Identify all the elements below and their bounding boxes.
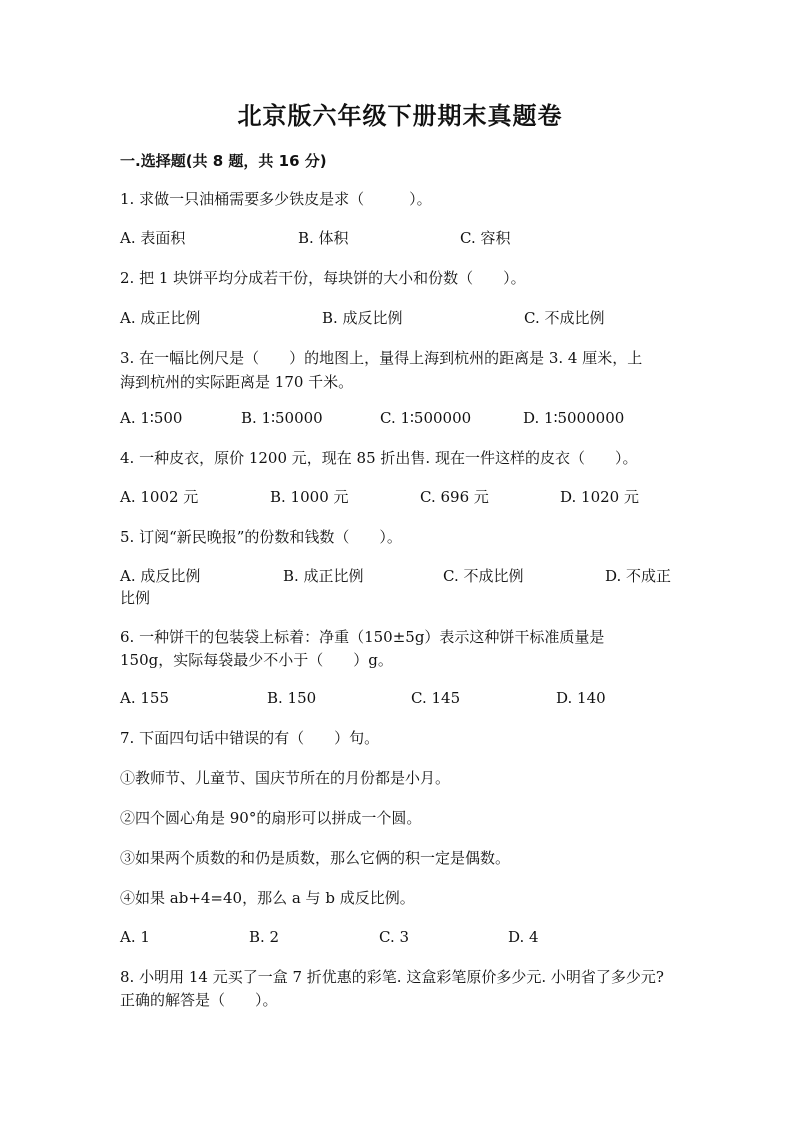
question-4-option-b: B. 1000 元 — [270, 488, 349, 506]
page-title: 北京版六年级下册期末真题卷 — [237, 102, 563, 130]
question-2-option-c: C. 不成比例 — [524, 309, 605, 327]
question-7-statement-3: ③如果两个质数的和仍是质数，那么它俩的积一定是偶数。 — [120, 849, 511, 867]
question-6-option-d: D. 140 — [556, 689, 606, 707]
question-3-option-c: C. 1∶500000 — [380, 409, 472, 427]
question-7-statement-1: ①教师节、儿童节、国庆节所在的月份都是小月。 — [120, 769, 451, 787]
question-5-option-a: A. 成反比例 — [120, 567, 201, 585]
question-1-option-b: B. 体积 — [298, 229, 349, 247]
question-4-text: 4. 一种皮衣，原价 1200 元，现在 85 折出售. 现在一件这样的皮衣（ ）。 — [120, 449, 638, 467]
question-3-option-d: D. 1∶5000000 — [523, 409, 625, 427]
question-6-option-c: C. 145 — [411, 689, 461, 707]
question-3-option-b: B. 1∶50000 — [241, 409, 323, 427]
question-7-option-d: D. 4 — [508, 928, 539, 946]
question-7-statement-2: ②四个圆心角是 90°的扇形可以拼成一个圆。 — [120, 809, 422, 827]
question-5-option-d: D. 不成正 — [605, 567, 672, 585]
question-2-option-b: B. 成反比例 — [322, 309, 403, 327]
section-heading: 一.选择题(共 8 题，共 16 分) — [120, 152, 327, 170]
question-7-option-c: C. 3 — [379, 928, 410, 946]
question-2-text: 2. 把 1 块饼平均分成若干份，每块饼的大小和份数（ ）。 — [120, 269, 526, 287]
question-1-option-c: C. 容积 — [460, 229, 511, 247]
question-5-option-b: B. 成正比例 — [283, 567, 364, 585]
question-8-text-line-1: 8. 小明用 14 元买了一盒 7 折优惠的彩笔. 这盒彩笔原价多少元. 小明省了多少元? — [120, 968, 664, 986]
question-6-option-b: B. 150 — [267, 689, 317, 707]
question-4-option-a: A. 1002 元 — [120, 488, 199, 506]
question-7-option-a: A. 1 — [120, 928, 150, 946]
question-1-option-a: A. 表面积 — [120, 229, 186, 247]
question-7-text: 7. 下面四句话中错误的有（ ）句。 — [120, 729, 380, 747]
question-3-text-line-2: 海到杭州的实际距离是 170 千米。 — [120, 373, 354, 391]
question-8-text-line-2: 正确的解答是（ ）。 — [120, 991, 278, 1009]
question-6-option-a: A. 155 — [120, 689, 169, 707]
question-6-text-line-1: 6. 一种饼干的包装袋上标着：净重（150±5g）表示这种饼干标准质量是 — [120, 628, 605, 646]
question-7-statement-4: ④如果 ab+4=40，那么 a 与 b 成反比例。 — [120, 889, 415, 907]
question-4-option-d: D. 1020 元 — [560, 488, 639, 506]
question-4-option-c: C. 696 元 — [420, 488, 489, 506]
question-1-text: 1. 求做一只油桶需要多少铁皮是求（ ）。 — [120, 190, 432, 208]
question-3-option-a: A. 1∶500 — [120, 409, 183, 427]
question-7-option-b: B. 2 — [249, 928, 280, 946]
question-5-text: 5. 订阅“新民晚报”的份数和钱数（ ）。 — [120, 528, 402, 546]
question-6-text-line-2: 150g，实际每袋最少不小于（ ）g。 — [120, 651, 393, 669]
question-5-option-c: C. 不成比例 — [443, 567, 524, 585]
question-5-option-d-continuation: 比例 — [120, 589, 151, 607]
question-3-text-line-1: 3. 在一幅比例尺是（ ）的地图上，量得上海到杭州的距离是 3. 4 厘米，上 — [120, 349, 643, 367]
question-2-option-a: A. 成正比例 — [120, 309, 201, 327]
